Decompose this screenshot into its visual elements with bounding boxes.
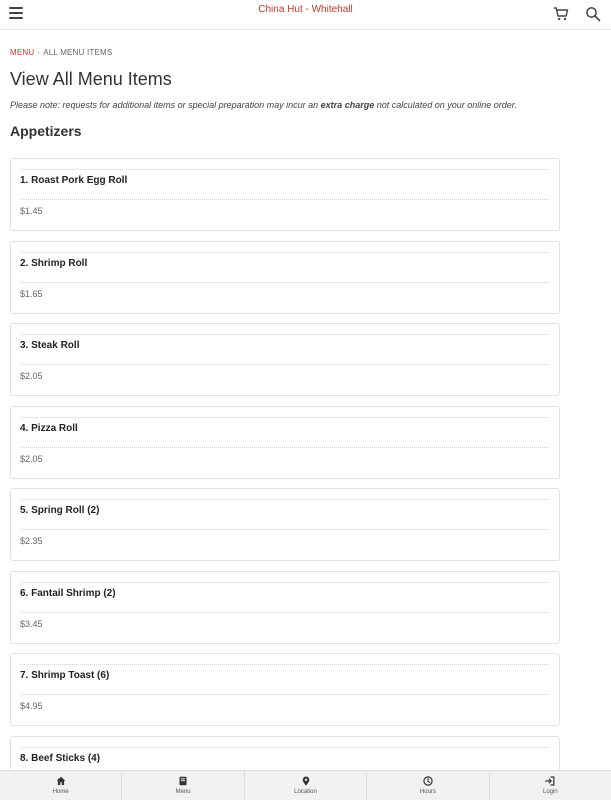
divider [20,252,549,253]
menu-item-price: $2.05 [20,371,43,381]
menu-item-price: $4.95 [20,701,43,711]
nav-menu-label: Menu [175,789,191,795]
menu-item-card[interactable] [10,241,560,314]
cart-icon[interactable] [553,6,569,22]
top-bar [0,0,611,30]
login-icon [545,776,555,786]
menu-item-list [10,158,560,800]
divider [20,664,549,665]
divider [20,282,549,283]
order-note [10,100,517,110]
menu-item-card[interactable] [10,653,560,726]
divider [20,447,549,448]
nav-login-label: Login [542,789,558,795]
note-text-end: not calculated on your online order. [374,100,517,110]
map-pin-icon [301,776,311,786]
breadcrumb-separator: › [37,48,41,57]
menu-item-name: 6. Fantail Shrimp (2) [20,587,116,599]
menu-item-name: 1. Roast Pork Egg Roll [20,175,128,186]
menu-item-price: $1.65 [20,288,43,299]
nav-login[interactable] [490,771,611,800]
nav-home-label: Home [52,789,69,795]
search-icon[interactable] [585,6,601,22]
restaurant-title[interactable]: China Hut - Whitehall [258,4,353,15]
clock-icon [423,776,433,786]
menu-item-price: $2.35 [20,536,43,546]
menu-item-card[interactable] [10,158,560,231]
divider [20,694,549,695]
divider [20,612,549,613]
menu-item-card[interactable] [10,323,560,396]
divider [20,582,549,583]
bottom-navigation [0,770,611,800]
note-text-start: Please note: requests for additional items or special preparation may incur an [10,100,321,110]
divider [20,529,549,530]
nav-location[interactable] [245,771,367,800]
nav-hours-label: Hours [419,789,436,795]
menu-item-price: $2.05 [20,453,43,464]
menu-item-price: $3.45 [20,618,43,629]
menu-item-card[interactable] [10,406,560,479]
breadcrumb-current: ALL MENU ITEMS [43,48,113,57]
divider [20,169,549,170]
divider [20,499,549,500]
note-emphasis: extra charge [320,100,375,110]
breadcrumb-menu-link[interactable]: MENU [10,48,35,57]
menu-item-name: 2. Shrimp Roll [20,257,88,269]
book-icon [178,776,188,786]
section-title-appetizers: Appetizers [10,123,82,139]
menu-item-name: 7. Shrimp Toast (6) [20,670,110,681]
divider [20,747,549,748]
nav-hours[interactable] [367,771,489,800]
divider [20,364,549,365]
home-icon [56,776,66,786]
menu-item-name: 4. Pizza Roll [20,422,78,434]
menu-item-name: 5. Spring Roll (2) [20,505,100,516]
menu-item-name: 8. Beef Sticks (4) [20,752,101,764]
nav-home[interactable] [0,771,122,800]
divider [20,199,549,200]
menu-item-card[interactable] [10,571,560,644]
page-title: View All Menu Items [10,69,172,89]
menu-item-card[interactable] [10,488,560,561]
nav-menu[interactable] [122,771,244,800]
menu-item-name: 3. Steak Roll [20,340,80,351]
breadcrumb [10,48,112,57]
menu-item-price: $1.45 [20,206,43,216]
divider [20,334,549,335]
divider [20,417,549,418]
nav-location-label: Location [294,789,317,795]
